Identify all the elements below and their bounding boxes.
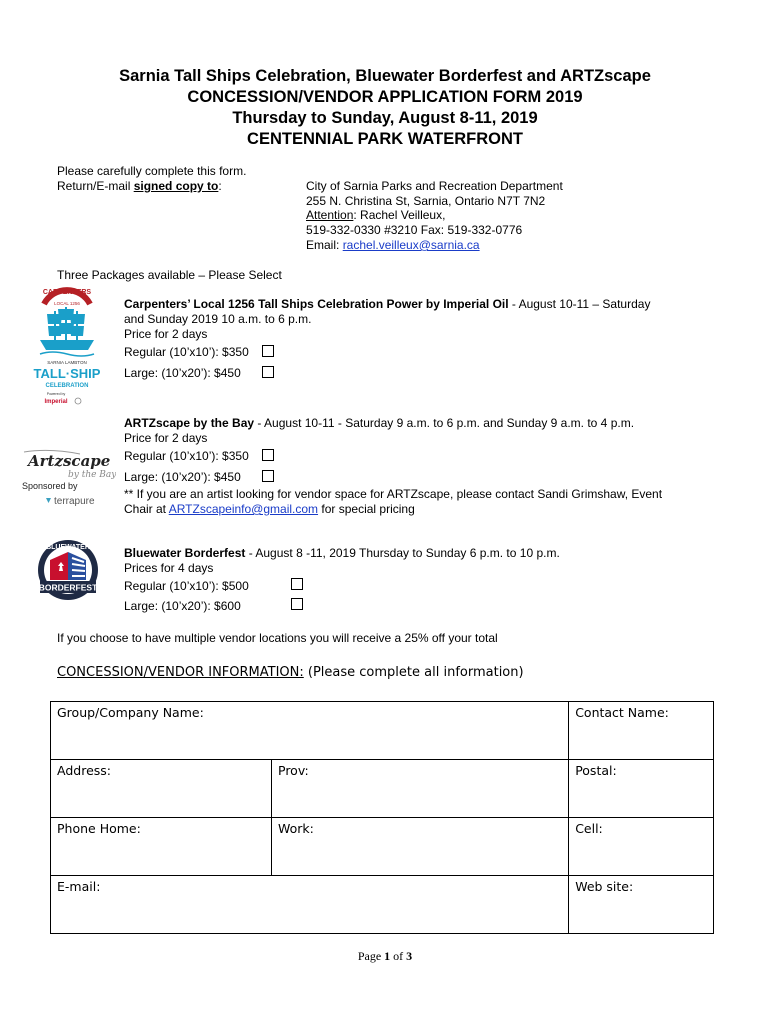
package-2-title-rest: - August 10-11 - Saturday 9 a.m. to 6 p.m. and Sunday 9 a.m. to 4 p.m. (254, 416, 635, 430)
package-1-regular-label: Regular (10’x10’): $350 (124, 345, 249, 359)
package-2-title (124, 416, 634, 431)
cell-phone-cell[interactable] (569, 818, 714, 876)
page-total: 3 (406, 949, 413, 963)
package-2-regular-checkbox[interactable] (262, 449, 274, 461)
contact-name-label: Contact Name: (575, 705, 669, 720)
page-current: 1 (384, 949, 391, 963)
postal-label: Postal: (575, 763, 617, 778)
table-row (51, 818, 714, 876)
work-phone-cell[interactable] (272, 818, 569, 876)
package-1-regular-checkbox[interactable] (262, 345, 274, 357)
package-1-large-label: Large: (10’x20’): $450 (124, 366, 241, 380)
package-1-price-note: Price for 2 days (124, 327, 208, 341)
address-label: Address: (57, 763, 111, 778)
phone-home-cell[interactable] (51, 818, 272, 876)
contact-phone-fax: 519-332-0330 #3210 Fax: 519-332-0776 (306, 223, 523, 237)
page-of-label: of (390, 949, 407, 963)
package-3-title-bold: Bluewater Borderfest (124, 546, 246, 560)
package-3-regular-label: Regular (10’x10’): $500 (124, 579, 249, 593)
package-3-large-checkbox[interactable] (291, 598, 303, 610)
sponsored-by-text: Sponsored by (22, 481, 78, 491)
logo-tag-text: CELEBRATION (45, 383, 89, 389)
form-title-line-1: Sarnia Tall Ships Celebration, Bluewater Borderfest and ARTZscape (119, 67, 651, 85)
package-1-title (124, 297, 650, 312)
logo-small-text: SARNIA LAMBTON (47, 360, 87, 365)
address-cell[interactable] (51, 760, 272, 818)
package-1-title-rest: - August 10-11 – Saturday (508, 297, 651, 311)
artzscape-sub-text: by the Bay (68, 470, 116, 480)
artzscape-script-text: Artzscape (28, 452, 111, 470)
package-2-large-checkbox[interactable] (262, 470, 274, 482)
form-title-line-4: CENTENNIAL PARK WATERFRONT (247, 130, 523, 148)
artzscape-logo (20, 446, 116, 510)
contact-email-link[interactable]: rachel.veilleux@sarnia.ca (342, 238, 480, 252)
package-1-large-checkbox[interactable] (262, 366, 274, 378)
email-field-label: E-mail: (57, 879, 101, 894)
attention-label: Attention (306, 208, 354, 222)
return-instruction (57, 179, 222, 194)
package-3-title (124, 546, 560, 561)
info-heading: CONCESSION/VENDOR INFORMATION: (57, 665, 304, 680)
website-label: Web site: (575, 879, 634, 894)
borderfest-logo-graphic (36, 538, 100, 602)
intro-line: Please carefully complete this form. (57, 164, 247, 178)
tall-ships-logo (32, 284, 102, 408)
group-name-label: Group/Company Name: (57, 705, 204, 720)
discount-note: If you choose to have multiple vendor locations you will receive a 25% off your total (57, 631, 498, 645)
info-subheading: (Please complete all information) (303, 665, 524, 680)
note-prefix: Chair at (124, 502, 169, 516)
tall-ships-logo-graphic (32, 284, 102, 408)
logo-brand-text: Imperial (44, 399, 68, 405)
contact-name-cell[interactable] (569, 702, 714, 760)
return-colon: : (218, 179, 222, 193)
package-3-large-label: Large: (10’x20’): $600 (124, 599, 241, 613)
borderfest-bottom-text: BORDERFEST (38, 582, 98, 593)
website-cell[interactable] (569, 876, 714, 934)
package-3-title-rest: - August 8 -11, 2019 Thursday to Sunday 6 p.m. to 10 p.m. (245, 546, 560, 560)
package-2-price-note: Price for 2 days (124, 431, 208, 445)
contact-dept: City of Sarnia Parks and Recreation Department (306, 179, 563, 193)
package-3-regular-checkbox[interactable] (291, 578, 303, 590)
contact-address: 255 N. Christina St, Sarnia, Ontario N7T 7N2 (306, 194, 546, 208)
prov-label: Prov: (278, 763, 309, 778)
borderfest-logo (36, 538, 100, 602)
table-row (51, 760, 714, 818)
logo-local-text: LOCAL 1256 (54, 301, 80, 306)
attention-name: : Rachel Veilleux, (353, 208, 446, 222)
contact-attention (306, 208, 445, 223)
postal-cell[interactable] (569, 760, 714, 818)
note-suffix: for special pricing (318, 502, 415, 516)
email-cell[interactable] (51, 876, 569, 934)
phone-home-label: Phone Home: (57, 821, 141, 836)
return-signed: signed copy to (133, 179, 219, 193)
email-label: Email: (306, 238, 343, 252)
artzscape-logo-graphic (20, 446, 116, 510)
package-2-note-line-2 (124, 502, 415, 517)
package-3-price-note: Prices for 4 days (124, 561, 214, 575)
sponsor-name-text: terrapure (54, 496, 95, 507)
packages-heading: Three Packages available – Please Select (57, 268, 282, 282)
table-row (51, 876, 714, 934)
package-2-large-label: Large: (10’x20’): $450 (124, 470, 241, 484)
logo-arch-text: CARPENTERS (42, 289, 92, 296)
logo-powered-text: Powered by (46, 392, 66, 396)
form-title-line-3: Thursday to Sunday, August 8-11, 2019 (232, 109, 538, 127)
vendor-info-table (50, 701, 714, 934)
package-2-title-bold: ARTZscape by the Bay (124, 416, 255, 430)
prov-cell[interactable] (272, 760, 569, 818)
cell-phone-label: Cell: (575, 821, 603, 836)
package-2-note-line-1: ** If you are an artist looking for vendor space for ARTZscape, please contact Sandi Grimshaw, Event (124, 487, 663, 501)
package-1-line-2: and Sunday 2019 10 a.m. to 6 p.m. (124, 312, 312, 326)
page-number (0, 949, 770, 964)
package-1-title-bold: Carpenters’ Local 1256 Tall Ships Celebration Power by Imperial Oil (124, 297, 509, 311)
form-title-line-2: CONCESSION/VENDOR APPLICATION FORM 2019 (187, 88, 583, 106)
borderfest-top-text: BLUEWATER (46, 544, 90, 551)
work-phone-label: Work: (278, 821, 314, 836)
group-name-cell[interactable] (51, 702, 569, 760)
table-row (51, 702, 714, 760)
page-label: Page (357, 949, 385, 963)
package-2-regular-label: Regular (10’x10’): $350 (124, 449, 249, 463)
return-prefix: Return/E-mail (57, 179, 134, 193)
contact-email-line (306, 238, 480, 253)
logo-big-text: TALL·SHIP (33, 366, 101, 381)
info-heading-line (57, 665, 524, 680)
artzscape-email-link[interactable]: ARTZscapeinfo@gmail.com (168, 502, 319, 516)
